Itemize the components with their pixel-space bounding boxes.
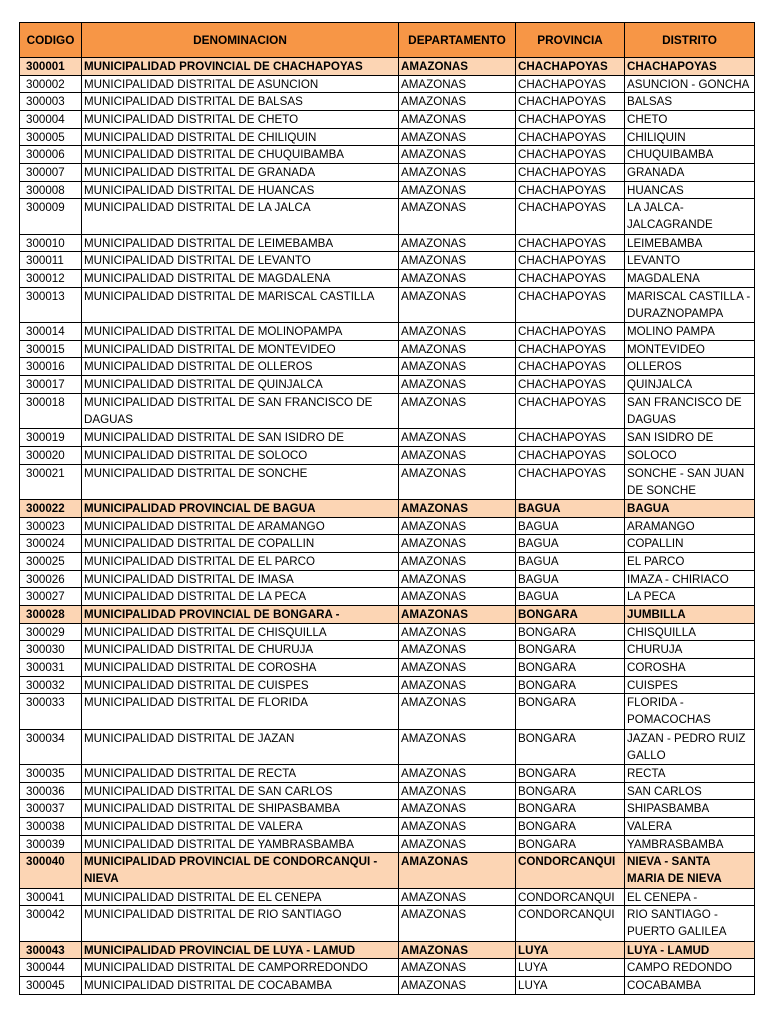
cell-codigo: 300017 [20, 376, 82, 394]
cell-distrito: SAN CARLOS [625, 783, 755, 801]
cell-distrito: RECTA [625, 765, 755, 783]
cell-codigo: 300013 [20, 288, 82, 323]
table-row [20, 959, 755, 977]
cell-distrito: LEIMEBAMBA [625, 235, 755, 253]
cell-departamento: AMAZONAS [399, 518, 516, 536]
table-row [20, 199, 755, 234]
cell-departamento: AMAZONAS [399, 500, 516, 518]
cell-provincia: BAGUA [516, 500, 625, 518]
cell-departamento: AMAZONAS [399, 906, 516, 941]
cell-provincia: BONGARA [516, 800, 625, 818]
cell-provincia: CONDORCANQUI [516, 889, 625, 907]
cell-denominacion: MUNICIPALIDAD DISTRITAL DE OLLEROS [82, 358, 399, 376]
cell-distrito: QUINJALCA [625, 376, 755, 394]
cell-provincia: CHACHAPOYAS [516, 358, 625, 376]
table-row [20, 977, 755, 995]
cell-provincia: BONGARA [516, 606, 625, 624]
cell-codigo: 300037 [20, 800, 82, 818]
cell-codigo: 300025 [20, 553, 82, 571]
cell-distrito: CHISQUILLA [625, 624, 755, 642]
cell-codigo: 300003 [20, 93, 82, 111]
table-row [20, 765, 755, 783]
table-row [20, 889, 755, 907]
cell-departamento: AMAZONAS [399, 818, 516, 836]
cell-distrito: CHILIQUIN [625, 129, 755, 147]
cell-distrito: GRANADA [625, 164, 755, 182]
table-row [20, 146, 755, 164]
cell-departamento: AMAZONAS [399, 164, 516, 182]
cell-provincia: CHACHAPOYAS [516, 394, 625, 429]
table-row [20, 447, 755, 465]
cell-provincia: BONGARA [516, 694, 625, 729]
cell-denominacion: MUNICIPALIDAD DISTRITAL DE CAMPORREDONDO [82, 959, 399, 977]
cell-provincia: LUYA [516, 977, 625, 995]
cell-provincia: CHACHAPOYAS [516, 447, 625, 465]
table-row [20, 783, 755, 801]
table-row [20, 659, 755, 677]
cell-departamento: AMAZONAS [399, 694, 516, 729]
table-body [20, 58, 755, 995]
cell-departamento: AMAZONAS [399, 429, 516, 447]
cell-distrito: YAMBRASBAMBA [625, 836, 755, 854]
cell-denominacion: MUNICIPALIDAD DISTRITAL DE CHISQUILLA [82, 624, 399, 642]
table-row [20, 818, 755, 836]
table-row [20, 853, 755, 888]
cell-denominacion: MUNICIPALIDAD DISTRITAL DE HUANCAS [82, 182, 399, 200]
cell-denominacion: MUNICIPALIDAD DISTRITAL DE ASUNCION [82, 76, 399, 94]
cell-distrito: CHETO [625, 111, 755, 129]
table-row [20, 571, 755, 589]
cell-provincia: CHACHAPOYAS [516, 465, 625, 500]
cell-denominacion: MUNICIPALIDAD DISTRITAL DE YAMBRASBAMBA [82, 836, 399, 854]
cell-distrito: EL PARCO [625, 553, 755, 571]
cell-denominacion: MUNICIPALIDAD DISTRITAL DE SONCHE [82, 465, 399, 500]
cell-provincia: BONGARA [516, 624, 625, 642]
cell-distrito: COROSHA [625, 659, 755, 677]
cell-denominacion: MUNICIPALIDAD DISTRITAL DE SOLOCO [82, 447, 399, 465]
table-row [20, 800, 755, 818]
cell-distrito: SONCHE - SAN JUAN DE SONCHE [625, 465, 755, 500]
cell-codigo: 300045 [20, 977, 82, 995]
cell-departamento: AMAZONAS [399, 447, 516, 465]
column-header-provincia: PROVINCIA [516, 23, 625, 58]
cell-denominacion: MUNICIPALIDAD DISTRITAL DE CHUQUIBAMBA [82, 146, 399, 164]
cell-departamento: AMAZONAS [399, 111, 516, 129]
cell-departamento: AMAZONAS [399, 588, 516, 606]
cell-denominacion: MUNICIPALIDAD PROVINCIAL DE CHACHAPOYAS [82, 58, 399, 76]
table-row [20, 518, 755, 536]
cell-denominacion: MUNICIPALIDAD DISTRITAL DE LEIMEBAMBA [82, 235, 399, 253]
cell-codigo: 300016 [20, 358, 82, 376]
table-row [20, 906, 755, 941]
cell-provincia: BONGARA [516, 641, 625, 659]
cell-departamento: AMAZONAS [399, 535, 516, 553]
cell-departamento: AMAZONAS [399, 270, 516, 288]
cell-distrito: MONTEVIDEO [625, 341, 755, 359]
table-row [20, 677, 755, 695]
cell-departamento: AMAZONAS [399, 465, 516, 500]
cell-distrito: COCABAMBA [625, 977, 755, 995]
cell-denominacion: MUNICIPALIDAD DISTRITAL DE COROSHA [82, 659, 399, 677]
cell-denominacion: MUNICIPALIDAD DISTRITAL DE MOLINOPAMPA [82, 323, 399, 341]
cell-codigo: 300034 [20, 730, 82, 765]
table-row [20, 252, 755, 270]
cell-denominacion: MUNICIPALIDAD DISTRITAL DE IMASA [82, 571, 399, 589]
cell-provincia: CHACHAPOYAS [516, 164, 625, 182]
cell-provincia: CHACHAPOYAS [516, 341, 625, 359]
cell-distrito: CAMPO REDONDO [625, 959, 755, 977]
cell-codigo: 300015 [20, 341, 82, 359]
table-row [20, 129, 755, 147]
cell-provincia: CONDORCANQUI [516, 906, 625, 941]
cell-denominacion: MUNICIPALIDAD PROVINCIAL DE CONDORCANQUI - NIEVA [82, 853, 399, 888]
table-row [20, 465, 755, 500]
cell-codigo: 300008 [20, 182, 82, 200]
cell-departamento: AMAZONAS [399, 553, 516, 571]
cell-denominacion: MUNICIPALIDAD DISTRITAL DE QUINJALCA [82, 376, 399, 394]
cell-departamento: AMAZONAS [399, 235, 516, 253]
cell-provincia: CHACHAPOYAS [516, 93, 625, 111]
cell-provincia: CHACHAPOYAS [516, 270, 625, 288]
cell-denominacion: MUNICIPALIDAD DISTRITAL DE RIO SANTIAGO [82, 906, 399, 941]
table-row [20, 93, 755, 111]
cell-codigo: 300019 [20, 429, 82, 447]
table-row [20, 606, 755, 624]
table-row [20, 358, 755, 376]
cell-codigo: 300041 [20, 889, 82, 907]
cell-departamento: AMAZONAS [399, 659, 516, 677]
cell-departamento: AMAZONAS [399, 977, 516, 995]
cell-denominacion: MUNICIPALIDAD DISTRITAL DE LA JALCA [82, 199, 399, 234]
cell-provincia: CHACHAPOYAS [516, 288, 625, 323]
cell-denominacion: MUNICIPALIDAD DISTRITAL DE GRANADA [82, 164, 399, 182]
cell-distrito: JAZAN - PEDRO RUIZ GALLO [625, 730, 755, 765]
cell-denominacion: MUNICIPALIDAD PROVINCIAL DE LUYA - LAMUD [82, 942, 399, 960]
cell-denominacion: MUNICIPALIDAD DISTRITAL DE BALSAS [82, 93, 399, 111]
cell-departamento: AMAZONAS [399, 146, 516, 164]
cell-departamento: AMAZONAS [399, 624, 516, 642]
cell-distrito: OLLEROS [625, 358, 755, 376]
cell-departamento: AMAZONAS [399, 959, 516, 977]
cell-distrito: LA JALCA- JALCAGRANDE [625, 199, 755, 234]
cell-denominacion: MUNICIPALIDAD DISTRITAL DE SAN CARLOS [82, 783, 399, 801]
cell-distrito: NIEVA - SANTA MARIA DE NIEVA [625, 853, 755, 888]
cell-denominacion: MUNICIPALIDAD DISTRITAL DE LEVANTO [82, 252, 399, 270]
table-row [20, 730, 755, 765]
cell-distrito: IMAZA - CHIRIACO [625, 571, 755, 589]
cell-departamento: AMAZONAS [399, 129, 516, 147]
cell-departamento: AMAZONAS [399, 836, 516, 854]
cell-distrito: CHUQUIBAMBA [625, 146, 755, 164]
cell-denominacion: MUNICIPALIDAD DISTRITAL DE CHETO [82, 111, 399, 129]
cell-codigo: 300028 [20, 606, 82, 624]
cell-distrito: SOLOCO [625, 447, 755, 465]
cell-departamento: AMAZONAS [399, 942, 516, 960]
cell-codigo: 300024 [20, 535, 82, 553]
table-row [20, 164, 755, 182]
table-row [20, 341, 755, 359]
cell-codigo: 300044 [20, 959, 82, 977]
cell-denominacion: MUNICIPALIDAD DISTRITAL DE RECTA [82, 765, 399, 783]
table-row [20, 394, 755, 429]
cell-distrito: MAGDALENA [625, 270, 755, 288]
cell-departamento: AMAZONAS [399, 323, 516, 341]
cell-provincia: LUYA [516, 959, 625, 977]
cell-distrito: SAN FRANCISCO DE DAGUAS [625, 394, 755, 429]
cell-departamento: AMAZONAS [399, 783, 516, 801]
cell-denominacion: MUNICIPALIDAD DISTRITAL DE CHURUJA [82, 641, 399, 659]
cell-provincia: BONGARA [516, 730, 625, 765]
cell-departamento: AMAZONAS [399, 76, 516, 94]
cell-codigo: 300002 [20, 76, 82, 94]
table-row [20, 500, 755, 518]
cell-departamento: AMAZONAS [399, 341, 516, 359]
cell-codigo: 300022 [20, 500, 82, 518]
cell-denominacion: MUNICIPALIDAD PROVINCIAL DE BAGUA [82, 500, 399, 518]
cell-codigo: 300027 [20, 588, 82, 606]
cell-distrito: MARISCAL CASTILLA - DURAZNOPAMPA [625, 288, 755, 323]
cell-denominacion: MUNICIPALIDAD DISTRITAL DE EL PARCO [82, 553, 399, 571]
cell-provincia: CHACHAPOYAS [516, 323, 625, 341]
cell-denominacion: MUNICIPALIDAD DISTRITAL DE MONTEVIDEO [82, 341, 399, 359]
cell-provincia: CHACHAPOYAS [516, 199, 625, 234]
cell-provincia: CHACHAPOYAS [516, 76, 625, 94]
cell-denominacion: MUNICIPALIDAD DISTRITAL DE CUISPES [82, 677, 399, 695]
cell-departamento: AMAZONAS [399, 182, 516, 200]
cell-codigo: 300023 [20, 518, 82, 536]
table-row [20, 641, 755, 659]
cell-distrito: CHURUJA [625, 641, 755, 659]
cell-provincia: CHACHAPOYAS [516, 235, 625, 253]
cell-provincia: CHACHAPOYAS [516, 252, 625, 270]
cell-provincia: CHACHAPOYAS [516, 182, 625, 200]
cell-provincia: BAGUA [516, 518, 625, 536]
cell-denominacion: MUNICIPALIDAD DISTRITAL DE EL CENEPA [82, 889, 399, 907]
cell-codigo: 300021 [20, 465, 82, 500]
cell-denominacion: MUNICIPALIDAD DISTRITAL DE SHIPASBAMBA [82, 800, 399, 818]
cell-departamento: AMAZONAS [399, 199, 516, 234]
cell-provincia: LUYA [516, 942, 625, 960]
cell-distrito: LEVANTO [625, 252, 755, 270]
cell-distrito: COPALLIN [625, 535, 755, 553]
cell-departamento: AMAZONAS [399, 606, 516, 624]
cell-denominacion: MUNICIPALIDAD PROVINCIAL DE BONGARA - [82, 606, 399, 624]
cell-codigo: 300006 [20, 146, 82, 164]
table-row [20, 111, 755, 129]
cell-distrito: LA PECA [625, 588, 755, 606]
table-row [20, 535, 755, 553]
cell-distrito: SHIPASBAMBA [625, 800, 755, 818]
cell-codigo: 300005 [20, 129, 82, 147]
cell-codigo: 300033 [20, 694, 82, 729]
cell-departamento: AMAZONAS [399, 252, 516, 270]
cell-codigo: 300011 [20, 252, 82, 270]
cell-codigo: 300043 [20, 942, 82, 960]
table-row [20, 942, 755, 960]
cell-codigo: 300007 [20, 164, 82, 182]
cell-denominacion: MUNICIPALIDAD DISTRITAL DE MARISCAL CASTILLA [82, 288, 399, 323]
cell-codigo: 300004 [20, 111, 82, 129]
cell-distrito: CHACHAPOYAS [625, 58, 755, 76]
cell-provincia: CHACHAPOYAS [516, 376, 625, 394]
cell-codigo: 300014 [20, 323, 82, 341]
cell-denominacion: MUNICIPALIDAD DISTRITAL DE LA PECA [82, 588, 399, 606]
cell-distrito: JUMBILLA [625, 606, 755, 624]
cell-provincia: BONGARA [516, 818, 625, 836]
cell-denominacion: MUNICIPALIDAD DISTRITAL DE COPALLIN [82, 535, 399, 553]
cell-departamento: AMAZONAS [399, 765, 516, 783]
table-row [20, 323, 755, 341]
table-row [20, 694, 755, 729]
cell-provincia: CONDORCANQUI [516, 853, 625, 888]
cell-distrito: VALERA [625, 818, 755, 836]
cell-provincia: BONGARA [516, 836, 625, 854]
cell-denominacion: MUNICIPALIDAD DISTRITAL DE CHILIQUIN [82, 129, 399, 147]
cell-codigo: 300009 [20, 199, 82, 234]
cell-departamento: AMAZONAS [399, 641, 516, 659]
cell-codigo: 300031 [20, 659, 82, 677]
table-row [20, 624, 755, 642]
table-row [20, 429, 755, 447]
column-header-denominacion: DENOMINACION [82, 23, 399, 58]
cell-codigo: 300026 [20, 571, 82, 589]
cell-provincia: BAGUA [516, 535, 625, 553]
cell-departamento: AMAZONAS [399, 800, 516, 818]
cell-denominacion: MUNICIPALIDAD DISTRITAL DE ARAMANGO [82, 518, 399, 536]
cell-provincia: BONGARA [516, 677, 625, 695]
column-header-departamento: DEPARTAMENTO [399, 23, 516, 58]
cell-codigo: 300036 [20, 783, 82, 801]
cell-provincia: CHACHAPOYAS [516, 429, 625, 447]
cell-distrito: MOLINO PAMPA [625, 323, 755, 341]
cell-departamento: AMAZONAS [399, 730, 516, 765]
table-row [20, 270, 755, 288]
table-row [20, 76, 755, 94]
cell-codigo: 300030 [20, 641, 82, 659]
cell-denominacion: MUNICIPALIDAD DISTRITAL DE SAN FRANCISCO DE DAGUAS [82, 394, 399, 429]
table-header [20, 23, 755, 58]
municipalities-table [19, 22, 755, 995]
table-row [20, 288, 755, 323]
table-row [20, 235, 755, 253]
cell-provincia: BAGUA [516, 588, 625, 606]
cell-provincia: BONGARA [516, 783, 625, 801]
cell-codigo: 300040 [20, 853, 82, 888]
cell-distrito: HUANCAS [625, 182, 755, 200]
cell-provincia: CHACHAPOYAS [516, 111, 625, 129]
cell-departamento: AMAZONAS [399, 853, 516, 888]
cell-departamento: AMAZONAS [399, 358, 516, 376]
cell-provincia: BONGARA [516, 765, 625, 783]
column-header-codigo: CODIGO [20, 23, 82, 58]
cell-departamento: AMAZONAS [399, 394, 516, 429]
cell-codigo: 300012 [20, 270, 82, 288]
cell-departamento: AMAZONAS [399, 677, 516, 695]
table-row [20, 376, 755, 394]
cell-distrito: LUYA - LAMUD [625, 942, 755, 960]
cell-codigo: 300042 [20, 906, 82, 941]
cell-departamento: AMAZONAS [399, 58, 516, 76]
table-row [20, 588, 755, 606]
table-row [20, 836, 755, 854]
cell-distrito: SAN ISIDRO DE [625, 429, 755, 447]
cell-provincia: CHACHAPOYAS [516, 129, 625, 147]
column-header-distrito: DISTRITO [625, 23, 755, 58]
cell-departamento: AMAZONAS [399, 93, 516, 111]
cell-codigo: 300010 [20, 235, 82, 253]
table-row [20, 553, 755, 571]
cell-distrito: ASUNCION - GONCHA [625, 76, 755, 94]
cell-denominacion: MUNICIPALIDAD DISTRITAL DE MAGDALENA [82, 270, 399, 288]
cell-distrito: ARAMANGO [625, 518, 755, 536]
cell-codigo: 300035 [20, 765, 82, 783]
cell-distrito: FLORIDA - POMACOCHAS [625, 694, 755, 729]
cell-distrito: CUISPES [625, 677, 755, 695]
cell-provincia: BAGUA [516, 553, 625, 571]
cell-distrito: RIO SANTIAGO - PUERTO GALILEA [625, 906, 755, 941]
cell-codigo: 300032 [20, 677, 82, 695]
cell-codigo: 300039 [20, 836, 82, 854]
cell-departamento: AMAZONAS [399, 376, 516, 394]
cell-codigo: 300038 [20, 818, 82, 836]
cell-distrito: EL CENEPA - [625, 889, 755, 907]
cell-denominacion: MUNICIPALIDAD DISTRITAL DE FLORIDA [82, 694, 399, 729]
cell-departamento: AMAZONAS [399, 889, 516, 907]
cell-denominacion: MUNICIPALIDAD DISTRITAL DE SAN ISIDRO DE [82, 429, 399, 447]
cell-codigo: 300001 [20, 58, 82, 76]
cell-denominacion: MUNICIPALIDAD DISTRITAL DE COCABAMBA [82, 977, 399, 995]
cell-codigo: 300020 [20, 447, 82, 465]
cell-provincia: BAGUA [516, 571, 625, 589]
cell-departamento: AMAZONAS [399, 571, 516, 589]
cell-provincia: CHACHAPOYAS [516, 58, 625, 76]
cell-denominacion: MUNICIPALIDAD DISTRITAL DE JAZAN [82, 730, 399, 765]
cell-codigo: 300029 [20, 624, 82, 642]
cell-departamento: AMAZONAS [399, 288, 516, 323]
cell-provincia: CHACHAPOYAS [516, 146, 625, 164]
cell-distrito: BALSAS [625, 93, 755, 111]
table-row [20, 182, 755, 200]
cell-provincia: BONGARA [516, 659, 625, 677]
table-row [20, 58, 755, 76]
cell-distrito: BAGUA [625, 500, 755, 518]
cell-codigo: 300018 [20, 394, 82, 429]
cell-denominacion: MUNICIPALIDAD DISTRITAL DE VALERA [82, 818, 399, 836]
